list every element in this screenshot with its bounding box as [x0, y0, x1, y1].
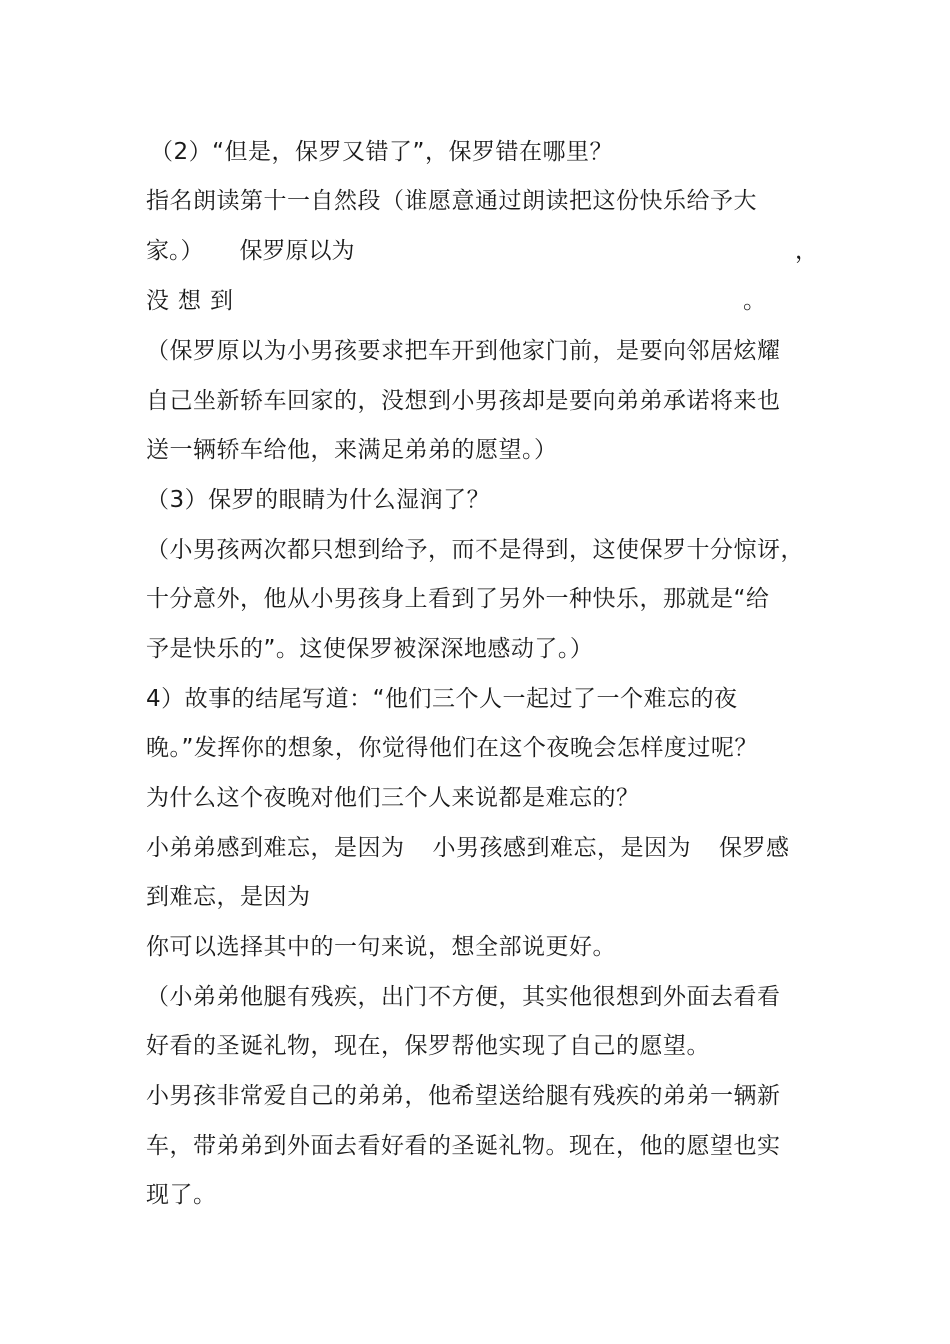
- prompt-little-brother: 小弟弟感到难忘，是因为: [146, 835, 405, 861]
- fill-blank-row-1-left: [146, 236, 355, 266]
- question-4-line-2: 晚。”发挥你的想象，你觉得他们在这个夜晚会怎样度过呢？: [146, 735, 758, 761]
- prompt-paul-continued: 到难忘，是因为: [146, 884, 311, 910]
- text-baoluo-yuanyiwei: 保罗原以为: [239, 238, 355, 264]
- prompt-row: [146, 833, 790, 863]
- instruction-read-paragraph: 指名朗读第十一自然段（谁愿意通过朗读把这份快乐给予大: [146, 188, 757, 214]
- answer-2-line-1: （保罗原以为小男孩要求把车开到他家门前，是要向邻居炫耀: [146, 338, 781, 364]
- fill-blank-row-2: [146, 286, 766, 316]
- prompt-little-boy: 小男孩感到难忘，是因为: [432, 835, 691, 861]
- prompt-paul: 保罗感: [719, 835, 790, 861]
- period-mark: 。: [743, 288, 766, 314]
- answer-4-line-2: 好看的圣诞礼物，现在，保罗帮他实现了自己的愿望。: [146, 1033, 710, 1059]
- answer-3-line-2: 十分意外，他从小男孩身上看到了另外一种快乐，那就是“给: [146, 586, 770, 612]
- question-4-line-3: 为什么这个夜晚对他们三个人来说都是难忘的？: [146, 785, 640, 811]
- answer-2-line-3: 送一辆轿车给他，来满足弟弟的愿望。）: [146, 437, 558, 463]
- answer-3-line-3: 予是快乐的”。这使保罗被深深地感动了。）: [146, 636, 594, 662]
- comma-mark: ，: [795, 238, 818, 264]
- text-jia: 家。）: [146, 238, 204, 264]
- question-3: （3）保罗的眼睛为什么湿润了？: [146, 487, 491, 513]
- answer-4-line-3: 小男孩非常爱自己的弟弟，他希望送给腿有残疾的弟弟一辆新: [146, 1083, 781, 1109]
- fill-blank-row-1: [146, 236, 818, 266]
- answer-4-line-1: （小弟弟他腿有残疾，出门不方便，其实他很想到外面去看看: [146, 984, 781, 1010]
- question-4-line-1: 4）故事的结尾写道：“他们三个人一起过了一个难忘的夜: [146, 686, 738, 712]
- question-2: （2）“但是，保罗又错了”，保罗错在哪里？: [150, 139, 613, 165]
- answer-4-line-4: 车，带弟弟到外面去看好看的圣诞礼物。现在，他的愿望也实: [146, 1133, 781, 1159]
- answer-3-line-1: （小男孩两次都只想到给予，而不是得到，这使保罗十分惊讶，: [146, 537, 804, 563]
- answer-2-line-2: 自己坐新轿车回家的，没想到小男孩却是要向弟弟承诺将来也: [146, 388, 781, 414]
- answer-4-line-5: 现了。: [146, 1182, 217, 1208]
- choose-sentence-hint: 你可以选择其中的一句来说，想全部说更好。: [146, 934, 616, 960]
- text-meixiangdao: 没想到: [146, 288, 242, 314]
